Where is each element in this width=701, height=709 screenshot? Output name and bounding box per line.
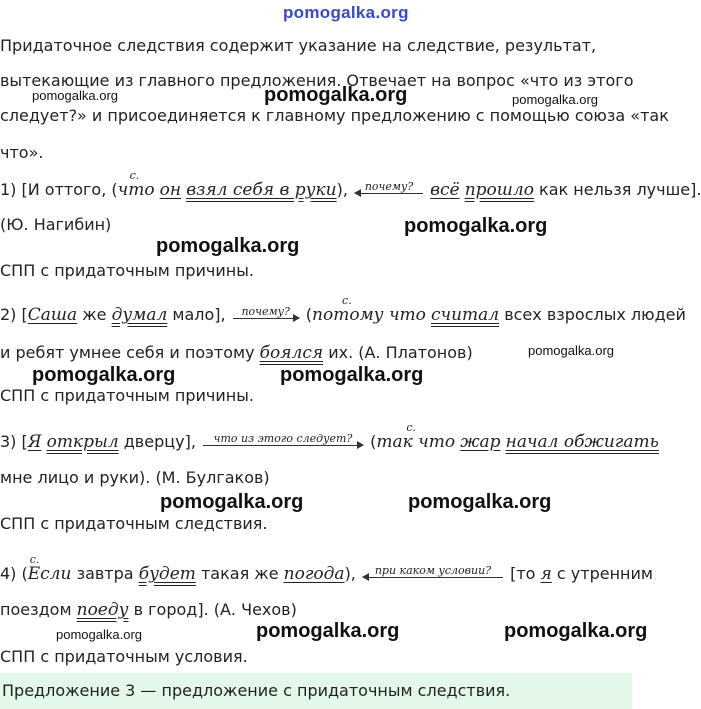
watermark-logo: pomogalka.org	[32, 364, 176, 386]
watermark-logo: pomogalka.org	[512, 92, 598, 107]
watermark-logo: pomogalka.org	[160, 491, 304, 513]
predicate: считал	[430, 305, 500, 325]
question-arrow	[363, 565, 503, 584]
example-4-text: такая же	[200, 564, 279, 583]
subject: Я	[27, 432, 42, 452]
predicate: начал обжигать	[505, 432, 659, 452]
watermark-logo: pomogalka.org	[504, 620, 648, 642]
conjunction: что	[117, 180, 155, 200]
example-4-line-2	[0, 600, 297, 620]
example-3-line-1	[0, 421, 659, 452]
example-2-text: же	[82, 305, 107, 324]
watermark-logo: pomogalka.org	[528, 343, 614, 358]
intro-line-3: следует?» и присоединяется к главному предложению с помощью союза «так	[0, 106, 669, 125]
predicate: поеду	[76, 600, 129, 620]
predicate: прошло	[464, 180, 534, 200]
example-4-text: поездом	[0, 600, 72, 619]
intro-line-1: Придаточное следствия содержит указание на следствие, результат,	[0, 36, 597, 55]
question-label: почему?	[241, 305, 290, 318]
watermark-logo: pomogalka.org	[56, 627, 142, 642]
subject: погода	[283, 564, 345, 584]
example-3-text: дверцу],	[123, 432, 196, 451]
example-4-text: завтра	[76, 564, 134, 583]
watermark-logo: pomogalka.org	[408, 491, 552, 513]
example-4-text: с утренним	[556, 564, 653, 583]
example-1-number: 1) [	[0, 180, 28, 199]
clause-close: ),	[336, 180, 348, 199]
example-1-text: И оттого, (	[27, 180, 118, 199]
example-2-text: всех взрослых людей	[504, 305, 686, 324]
question-arrow	[233, 306, 299, 325]
watermark-logo: pomogalka.org	[32, 88, 118, 103]
clause-open: (	[370, 432, 377, 451]
example-1-line-1	[0, 169, 701, 200]
example-2-line-1	[0, 294, 686, 325]
intro-line-2: вытекающие из главного предложения. Отвечает на вопрос «что из этого	[0, 71, 634, 90]
example-4-line-1	[0, 553, 653, 584]
question-label: почему?	[364, 180, 414, 193]
watermark-logo: pomogalka.org	[280, 364, 424, 386]
example-2-text: их. (А. Платонов)	[328, 343, 473, 362]
predicate: будет	[138, 564, 196, 584]
question-label: что из этого следует?	[213, 432, 353, 445]
conjunction-mark: с.	[29, 553, 40, 566]
predicate: открыл	[46, 432, 119, 452]
answer-box	[0, 673, 632, 709]
example-2-type: СПП с придаточным причины.	[0, 386, 254, 405]
watermark-logo: pomogalka.org	[256, 620, 400, 642]
question-arrow	[355, 181, 423, 200]
clause-open: (	[305, 305, 313, 324]
conjunction-mark: с.	[406, 421, 417, 434]
conjunction-mark: с.	[342, 294, 352, 307]
conjunction-mark: с.	[129, 169, 140, 182]
subject: всё	[430, 180, 460, 200]
conjunction: потому что	[312, 305, 426, 325]
example-4-text: в город]. (А. Чехов)	[133, 600, 297, 619]
predicate: боялся	[259, 343, 324, 363]
subject: он	[159, 180, 182, 200]
watermark-logo: pomogalka.org	[283, 3, 409, 22]
example-3-line-2: мне лицо и руки). (М. Булгаков)	[0, 468, 270, 487]
example-1-text: как нельзя лучше].	[539, 180, 701, 199]
subject: жар	[460, 432, 501, 452]
example-1-author: (Ю. Нагибин)	[0, 215, 112, 234]
example-4-number: 4) (	[0, 564, 28, 583]
example-2-number: 2) [	[0, 305, 28, 324]
example-2-text: мало],	[172, 305, 226, 324]
subject: я	[540, 564, 552, 584]
intro-line-4: что».	[0, 143, 44, 162]
watermark-logo: pomogalka.org	[156, 235, 300, 257]
question-arrow	[203, 433, 363, 452]
conjunction: Если	[27, 564, 72, 584]
example-1-type: СПП с придаточным причины.	[0, 261, 254, 280]
example-2-line-2	[0, 343, 473, 363]
predicate: думал	[111, 305, 168, 325]
subject: Саша	[27, 305, 78, 325]
predicate: взял себя в руки	[186, 180, 337, 200]
watermark-logo: pomogalka.org	[404, 215, 548, 237]
conjunction: так что	[376, 432, 456, 452]
answer-text: Предложение 3 — предложение с придаточным следствия.	[2, 681, 511, 700]
question-label: при каком условии?	[374, 564, 492, 577]
example-4-type: СПП с придаточным условия.	[0, 647, 248, 666]
example-2-text: и ребят умнее себя и поэтому	[0, 343, 255, 362]
clause-close: ),	[344, 564, 356, 583]
clause-open: [то	[510, 564, 536, 583]
example-3-type: СПП с придаточным следствия.	[0, 514, 268, 533]
watermark-logo: pomogalka.org	[264, 84, 408, 106]
example-3-number: 3) [	[0, 432, 28, 451]
